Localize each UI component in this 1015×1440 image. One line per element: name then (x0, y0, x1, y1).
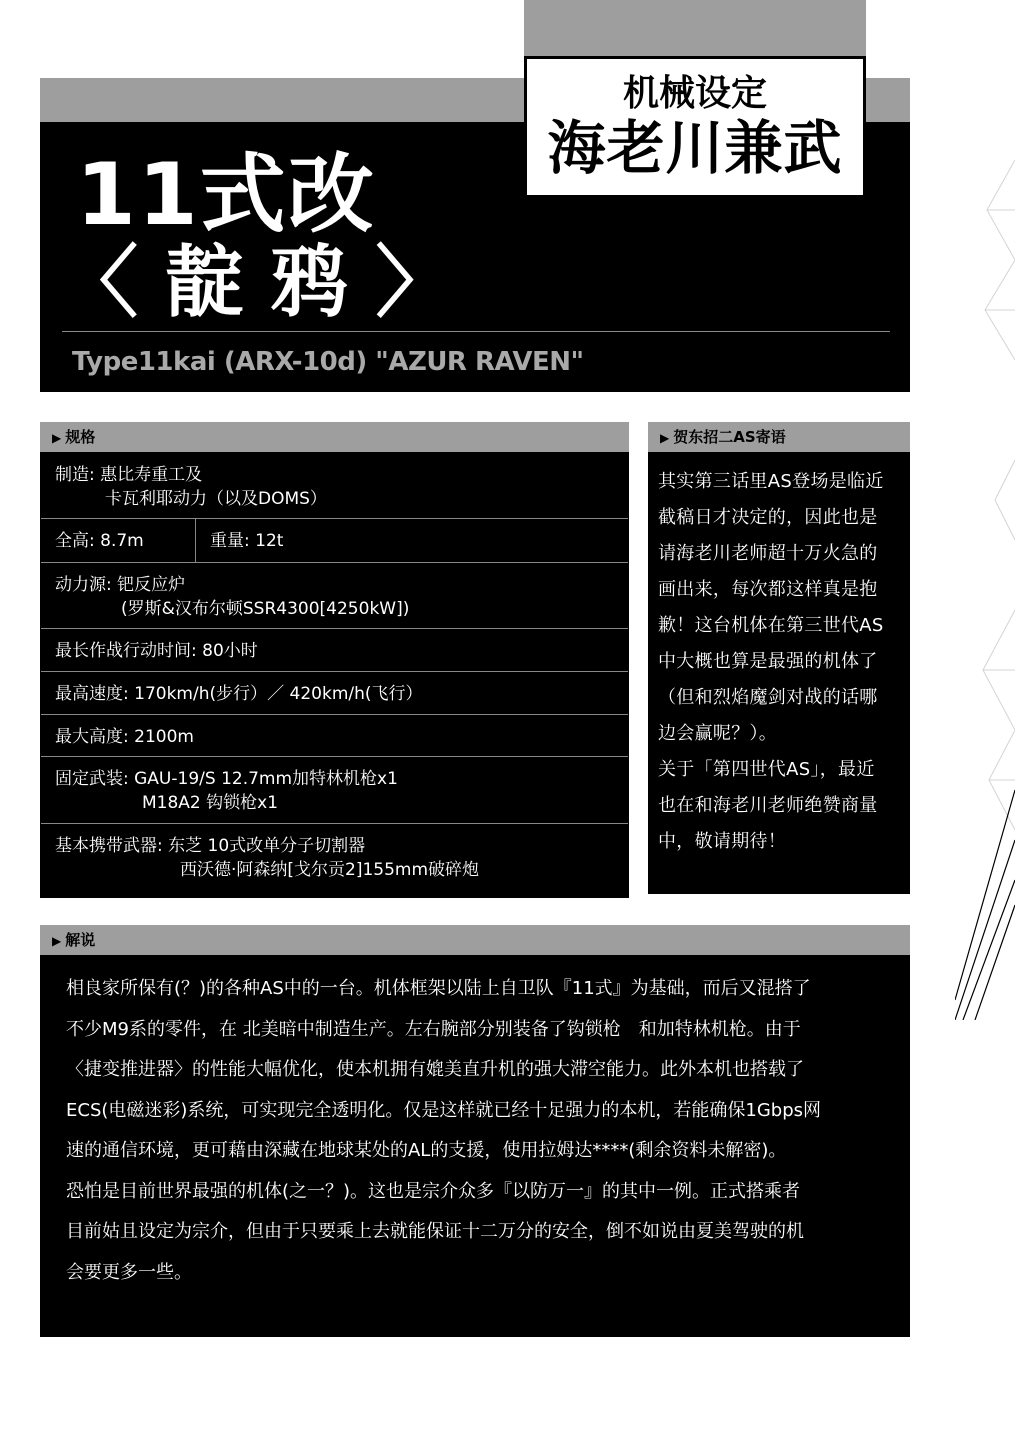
triangle-icon: ▶ (52, 431, 62, 445)
specs-heading: 规格 (65, 428, 96, 446)
message-line: 请海老川老师超十万火急的 (658, 543, 878, 564)
explanation-line: 不少M9系的零件，在 北美暗中制造生产。左右腕部分别装备了钩锁枪 和加特林机枪。由于 (66, 1018, 801, 1040)
specs-header (40, 422, 629, 452)
spec-row-manufacturer (41, 453, 628, 519)
message-line: 也在和海老川老师绝赞商量 (658, 795, 878, 816)
message-line: 中，敬请期待！ (658, 831, 787, 852)
spec-text: 制造: 惠比寿重工及 (55, 465, 203, 485)
explanation-heading: 解说 (65, 931, 96, 949)
specs-table (40, 452, 629, 898)
spec-text: 动力源: 钯反应炉 (55, 575, 186, 595)
explanation-line: 相良家所保有(？)的各种AS中的一台。机体框架以陆上自卫队『11式』为基础，而后又混搭了 (66, 978, 811, 999)
spec-row-handheld-weapons (41, 824, 628, 897)
triangle-icon: ▶ (52, 934, 62, 948)
credit-box (524, 56, 866, 198)
spec-text-cont: 西沃德·阿森纳[戈尔贡2]155mm破碎炮 (180, 860, 480, 880)
message-line: 边会赢呢？）。 (658, 723, 778, 744)
header-divider (62, 331, 890, 332)
spec-row-power (41, 563, 628, 629)
explanation-line: 〈捷变推进器〉的性能大幅优化，使本机拥有媲美直升机的强大滞空能力。此外本机也搭载了 (66, 1059, 804, 1080)
message-body (648, 452, 910, 894)
explanation-section (40, 925, 910, 1337)
spec-row-max-speed (41, 672, 628, 715)
message-line: 画出来，每次都这样真是抱 (658, 579, 878, 600)
machine-name: 〈 靛 鸦 〉 (60, 238, 454, 328)
explanation-line: 速的通信环境，更可藉由深藏在地球某处的AL的支援，使用拉姆达****(剩余资料未解密)。 (66, 1140, 787, 1161)
credit-gray-band (524, 0, 866, 56)
machine-subtitle: Type11kai (ARX-10d) "AZUR RAVEN" (72, 347, 584, 377)
message-line: 其实第三话里AS登场是临近 (658, 471, 884, 492)
spec-text-cont: (罗斯&汉布尔顿SSR4300[4250kW]) (121, 599, 410, 619)
spec-text-cont: 卡瓦利耶动力（以及DOMS） (105, 489, 327, 509)
message-heading: 贺东招二AS寄语 (673, 428, 786, 446)
message-line: 歉！这台机体在第三世代AS (658, 615, 884, 636)
message-header (648, 422, 910, 452)
spec-row-max-altitude (41, 715, 628, 757)
spec-text: 最大高度: 2100m (55, 727, 194, 747)
explanation-line: 目前姑且设定为宗介，但由于只要乘上去就能保证十二万分的安全，倒不如说由夏美驾驶的机 (66, 1221, 804, 1242)
explanation-line: 会要更多一些。 (66, 1261, 192, 1283)
message-line: 关于「第四世代AS」，最近 (658, 759, 875, 780)
spec-height: 全高: 8.7m (41, 519, 196, 562)
message-line: 截稿日才决定的，因此也是 (658, 507, 878, 528)
credit-role: 机械设定 (622, 73, 767, 114)
specs-section (40, 422, 629, 898)
explanation-line: ECS(电磁迷彩)系统，可实现完全透明化。仅是这样就已经十足强力的本机，若能确保1Gbps网 (66, 1099, 822, 1121)
message-line: （但和烈焰魔剑对战的话哪 (658, 687, 878, 708)
spec-text: 基本携带武器: 东芝 10式改单分子切割器 (55, 836, 366, 856)
spec-row-height-weight (41, 519, 628, 563)
machine-title: 11式改 (76, 145, 376, 245)
spec-text-cont: M18A2 钩锁枪x1 (142, 793, 279, 813)
explanation-line: 恐怕是目前世界最强的机体(之一？)。这也是宗介众多『以防万一』的其中一例。正式搭乘者 (66, 1180, 801, 1202)
spec-row-operation-time (41, 629, 628, 672)
spec-text: 最高速度: 170km/h(步行）／ 420km/h(飞行） (55, 684, 423, 704)
spec-weight: 重量: 12t (210, 531, 284, 551)
spec-text: 最长作战行动时间: 80小时 (55, 641, 258, 661)
credit-name: 海老川兼武 (547, 114, 843, 182)
message-line: 中大概也算是最强的机体了 (658, 651, 878, 672)
spec-row-fixed-armament (41, 757, 628, 824)
explanation-body (40, 955, 910, 1337)
author-message-section (648, 422, 910, 894)
decorative-line-art (955, 140, 1015, 1020)
triangle-icon: ▶ (660, 431, 670, 445)
spec-text: 固定武装: GAU-19/S 12.7mm加特林机枪x1 (55, 769, 398, 789)
explanation-header (40, 925, 910, 955)
